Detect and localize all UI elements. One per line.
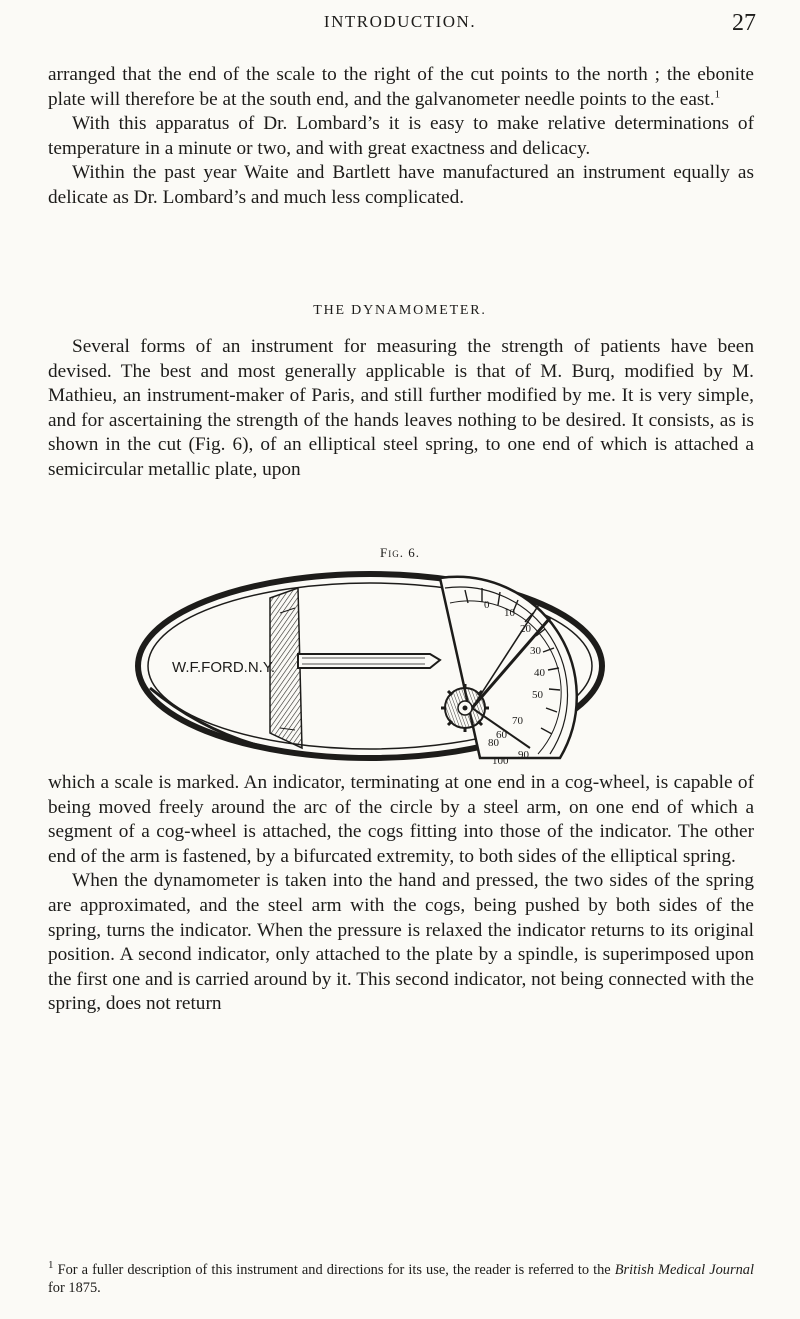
footnote-text: For a fuller description of this instrument and directions for its use, the reader is referred to the xyxy=(57,1262,615,1278)
text-block-dynamometer xyxy=(48,335,754,483)
scale-number: 20 xyxy=(520,623,531,635)
section-heading: THE DYNAMOMETER. xyxy=(313,303,487,318)
text-block-description xyxy=(48,771,754,1017)
paragraph-text: arranged that the end of the scale to the right of the cut points to the north ; the ebonite plate will therefore be at the south end, and the galvanometer needle points to the east. xyxy=(48,64,754,110)
paragraph xyxy=(48,63,754,112)
text-block-intro xyxy=(48,63,754,211)
footnote-reference: 1 xyxy=(714,88,721,101)
steel-arm xyxy=(298,654,440,668)
running-head xyxy=(0,12,800,42)
scale-number: 30 xyxy=(530,645,541,657)
scale-number: 10 xyxy=(504,607,515,619)
paragraph: Within the past year Waite and Bartlett have manufactured an instrument equally as delicate as Dr. Lombard’s and much less complicated. xyxy=(48,162,754,208)
scale-number: 80 xyxy=(488,737,499,749)
scale-number: 40 xyxy=(534,667,545,679)
cog-wheel xyxy=(441,684,489,732)
engraver-mark: W.F.FORD.N.Y. xyxy=(172,659,276,676)
paragraph: When the dynamometer is taken into the hand and pressed, the two sides of the spring are approximated, and the steel arm with the cogs, being pushed by both sides of the spring, turns the indicator. When the pressure is relaxed the indicator returns to its original position. A second indicator, only attached to the plate by a spindle, is superimposed upon the first one and is carried around by it. This second indicator, not being connected with the spring, does not return xyxy=(48,870,754,1015)
footnote-journal-title: British Medical Journal xyxy=(614,1262,754,1278)
footnote xyxy=(48,1261,754,1297)
dynamometer-illustration xyxy=(120,558,680,768)
running-title: INTRODUCTION. xyxy=(323,12,477,31)
page-number: 27 xyxy=(732,10,756,36)
scale-number: 50 xyxy=(532,689,543,701)
paragraph: which a scale is marked. An indicator, terminating at one end in a cog-wheel, is capable of being moved freely around the arc of the circle by a steel arm, on one end of which a segment of a cog-wheel is attached, the cogs fitting into those of the indicator. The other end of the arm is fastened, by a bifurcated extremity, to both sides of the elliptical spring. xyxy=(48,772,754,867)
scale-number: 0 xyxy=(484,599,490,611)
scale-number: 90 xyxy=(518,749,529,761)
figure-caption: Fig. 6. xyxy=(380,545,420,560)
paragraph: Several forms of an instrument for measuring the strength of patients have been devised. The best and most generally applicable is that of M. Burq, modified by M. Mathieu, an instrument-maker of Paris, and still further modified by me. It is very simple, and for ascertaining the strength of the hands leaves nothing to be desired. It consists, as is shown in the cut (Fig. 6), of an elliptical steel spring, to one end of which is attached a semicircular metallic plate, upon xyxy=(48,336,754,480)
footnote-paragraph xyxy=(48,1261,754,1297)
scale-number: 100 xyxy=(492,755,509,767)
scale-number: 60 xyxy=(496,729,507,741)
footnote-text-end: for 1875. xyxy=(48,1280,101,1296)
scale-number: 70 xyxy=(512,715,523,727)
footnote-marker: 1 xyxy=(48,1259,54,1272)
paragraph: With this apparatus of Dr. Lombard’s it is easy to make relative determinations of temperature in a minute or two, and with great exactness and delicacy. xyxy=(48,113,754,159)
